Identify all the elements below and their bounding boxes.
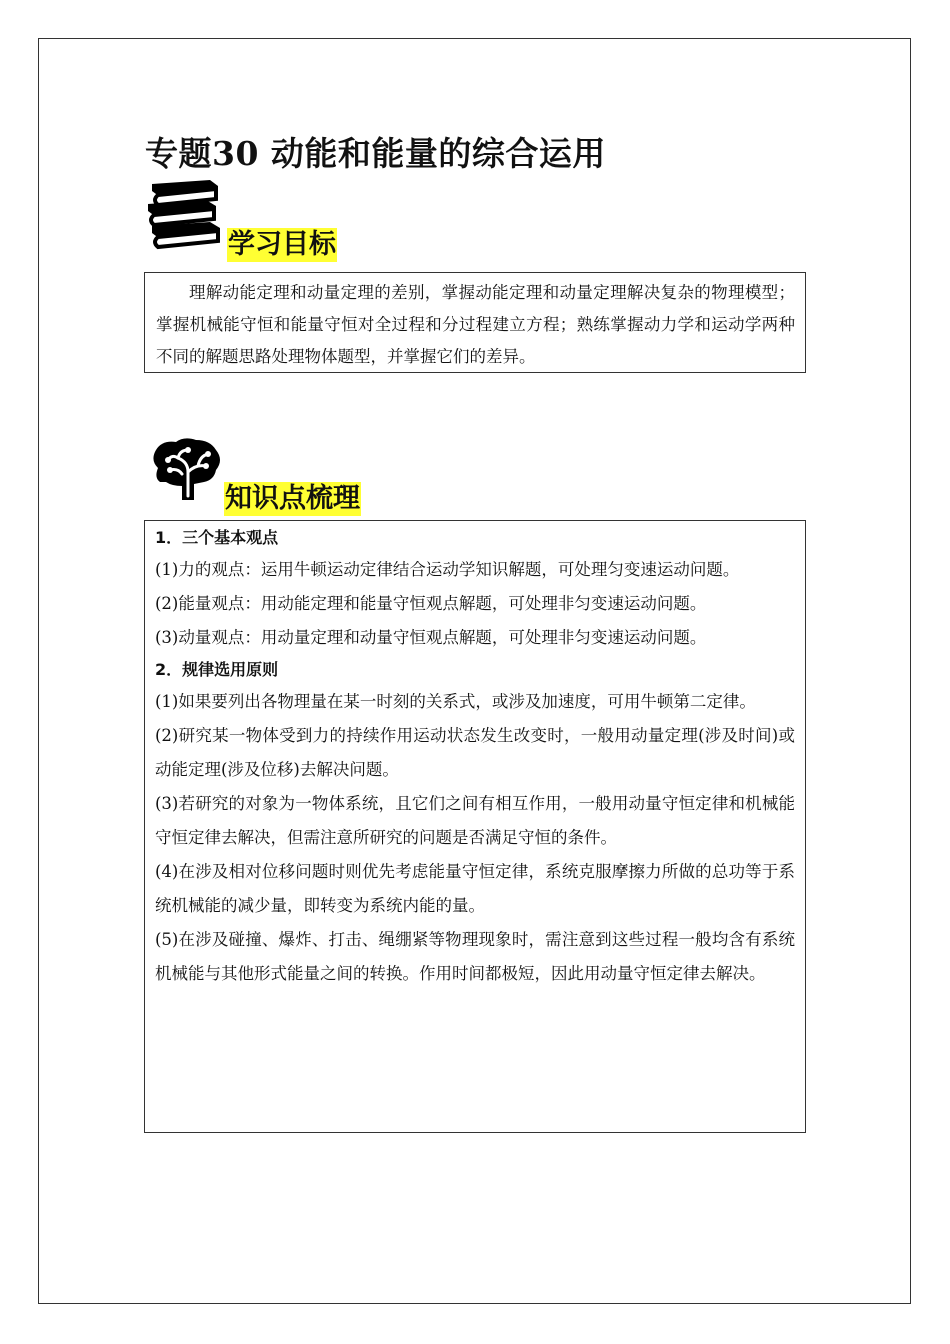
books-icon [146, 180, 224, 250]
learning-goals-heading: 学习目标 [228, 229, 336, 260]
list-item: (2)研究某一物体受到力的持续作用运动状态发生改变时，一般用动量定理(涉及时间)或动能定理(涉及位移)去解决问题。 [155, 726, 795, 779]
list-item: (3)若研究的对象为一物体系统，且它们之间有相互作用，一般用动量守恒定律和机械能守恒定律去解决，但需注意所研究的问题是否满足守恒的条件。 [155, 794, 795, 847]
brain-icon [148, 438, 222, 502]
list-item: (1)力的观点：运用牛顿运动定律结合运动学知识解题，可处理匀变速运动问题。 [155, 560, 740, 579]
list-item: (2)能量观点：用动能定理和能量守恒观点解题，可处理非匀变速运动问题。 [155, 594, 707, 613]
knowledge-heading: 知识点梳理 [225, 483, 360, 514]
list-item: (5)在涉及碰撞、爆炸、打击、绳绷紧等物理现象时，需注意到这些过程一般均含有系统机械能与其他形式能量之间的转换。作用时间都极短，因此用动量守恒定律去解决。 [155, 930, 795, 983]
knowledge-box [144, 520, 806, 1133]
list-item: (1)如果要列出各物理量在某一时刻的关系式，或涉及加速度，可用牛顿第二定律。 [155, 692, 756, 711]
learning-goals-text: 理解动能定理和动量定理的差别，掌握动能定理和动量定理解决复杂的物理模型；掌握机械能守恒和能量守恒对全过程和分过程建立方程；熟练掌握动力学和运动学两种不同的解题思路处理物体题型，并掌握它们的差异。 [156, 283, 795, 366]
learning-goals-box [144, 272, 806, 373]
list-item: (4)在涉及相对位移问题时则优先考虑能量守恒定律，系统克服摩擦力所做的总功等于系统机械能的减少量，即转变为系统内能的量。 [155, 862, 795, 915]
list-item: (3)动量观点：用动量定理和动量守恒观点解题，可处理非匀变速运动问题。 [155, 628, 707, 647]
section-label: 1．三个基本观点 [155, 528, 279, 547]
page-title: 专题30 动能和能量的综合运用 [145, 134, 606, 173]
section-label: 2．规律选用原则 [155, 660, 279, 679]
